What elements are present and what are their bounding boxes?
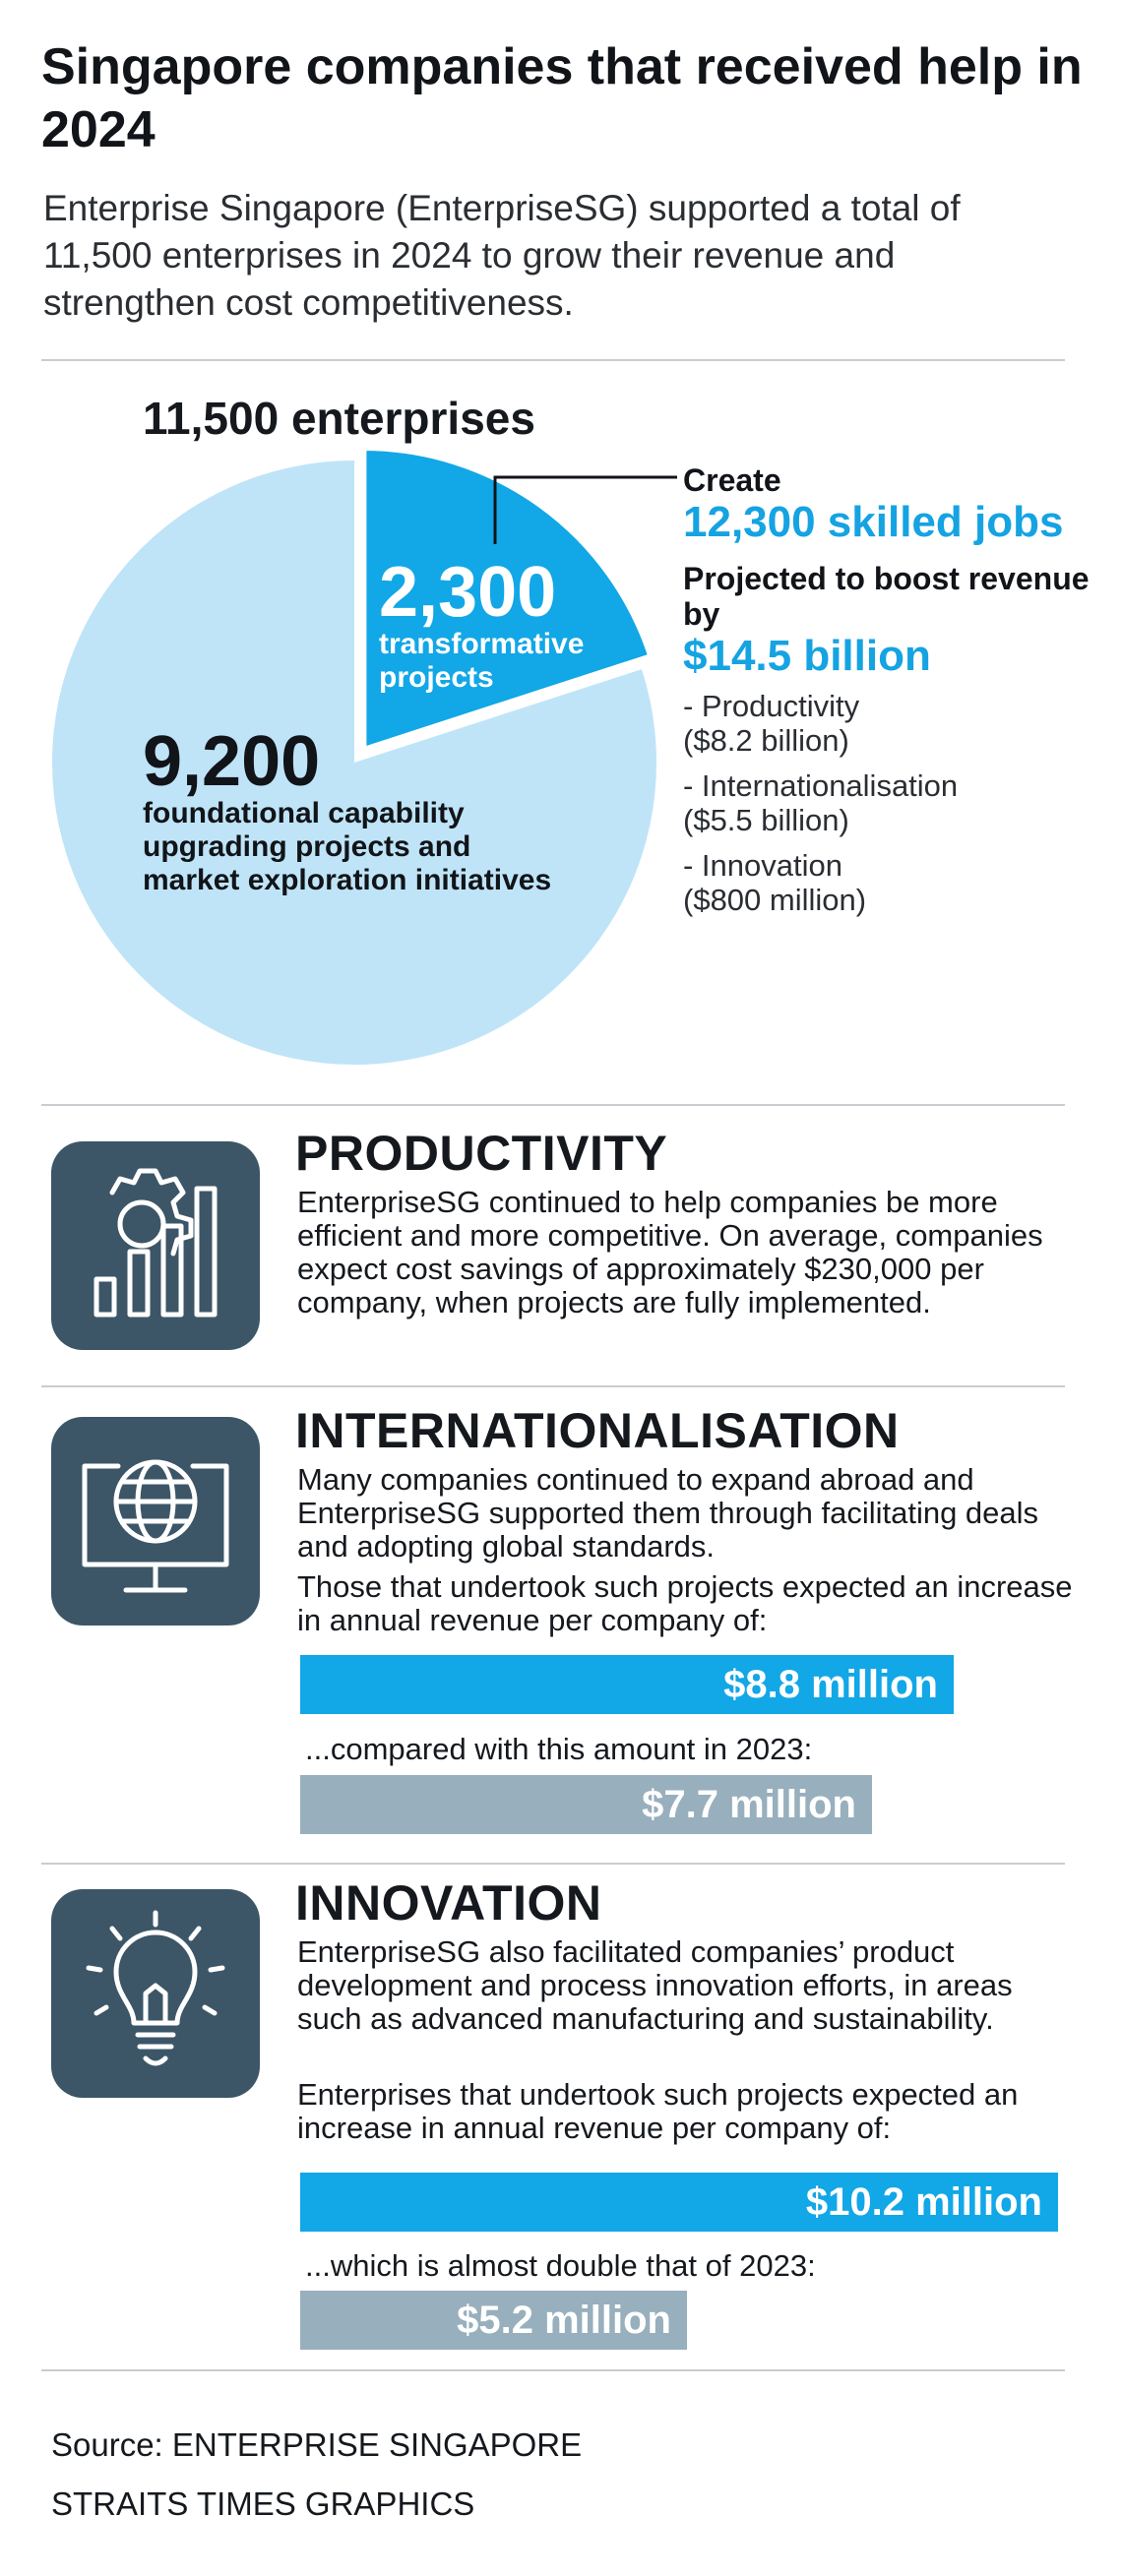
breakdown-innovation: - Innovation ($800 million)	[683, 848, 867, 917]
innov-2024-bar	[300, 2173, 1058, 2232]
innov-2023-label: $5.2 million	[457, 2298, 671, 2342]
lightbulb-icon	[51, 1889, 260, 2098]
transformative-label: transformative projects	[379, 628, 585, 694]
innov-2024-label: $10.2 million	[805, 2179, 1042, 2224]
divider	[41, 1385, 1065, 1387]
internationalisation-title: INTERNATIONALISATION	[295, 1403, 900, 1458]
divider	[41, 2369, 1065, 2371]
pie-chart	[0, 0, 1122, 1102]
projected-label: Projected to boost revenue by	[683, 561, 1090, 632]
credit-text: STRAITS TIMES GRAPHICS	[51, 2485, 475, 2522]
revenue-boost: $14.5 billion	[683, 632, 931, 680]
productivity-body: EnterpriseSG continued to help companies be more efficient and more competitive. On average, companies expect cost savings of approximately $230,000 per company, when projects are fully implemented.	[297, 1185, 1043, 1319]
innovation-body-2: Enterprises that undertook such projects expected an increase in annual revenue per company of:	[297, 2077, 1019, 2145]
pie-heading: 11,500 enterprises	[143, 393, 535, 444]
transformative-value: 2,300	[379, 553, 557, 632]
breakdown-productivity: - Productivity ($8.2 billion)	[683, 689, 860, 758]
foundational-label: foundational capability upgrading projects and market exploration initiatives	[143, 797, 552, 896]
intl-2024-label: $8.8 million	[723, 1662, 938, 1706]
globe-monitor-icon	[51, 1417, 260, 1625]
intl-compare-text: ...compared with this amount in 2023:	[305, 1732, 813, 1766]
intl-2024-bar	[300, 1655, 954, 1714]
page-title: Singapore companies that received help in 2024	[41, 38, 1083, 158]
skilled-jobs: 12,300 skilled jobs	[683, 498, 1064, 546]
intl-2023-bar	[300, 1775, 872, 1834]
innov-compare-text: ...which is almost double that of 2023:	[305, 2248, 816, 2283]
breakdown-internationalisation: - Internationalisation ($5.5 billion)	[683, 768, 959, 837]
divider	[41, 1863, 1065, 1865]
innov-2023-bar	[300, 2291, 687, 2350]
internationalisation-body-2: Those that undertook such projects expected an increase in annual revenue per company of:	[297, 1569, 1073, 1637]
innovation-title: INNOVATION	[295, 1875, 602, 1931]
gear-chart-icon	[51, 1141, 260, 1350]
intl-2023-label: $7.7 million	[642, 1782, 856, 1826]
divider	[41, 1104, 1065, 1106]
foundational-value: 9,200	[143, 722, 321, 801]
innovation-body-1: EnterpriseSG also facilitated companies’ product development and process innovation efforts, in areas such as advanced manufacturing and sustainability.	[297, 1934, 1013, 2036]
source-text: Source: ENTERPRISE SINGAPORE	[51, 2426, 583, 2463]
productivity-title: PRODUCTIVITY	[295, 1126, 668, 1181]
intro-text: Enterprise Singapore (EnterpriseSG) supported a total of 11,500 enterprises in 2024 to grow their revenue and strengthen cost competitiveness.	[43, 188, 961, 323]
create-label: Create	[683, 462, 781, 498]
internationalisation-body-1: Many companies continued to expand abroad and EnterpriseSG supported them through facilitating deals and adopting global standards.	[297, 1462, 1039, 1564]
